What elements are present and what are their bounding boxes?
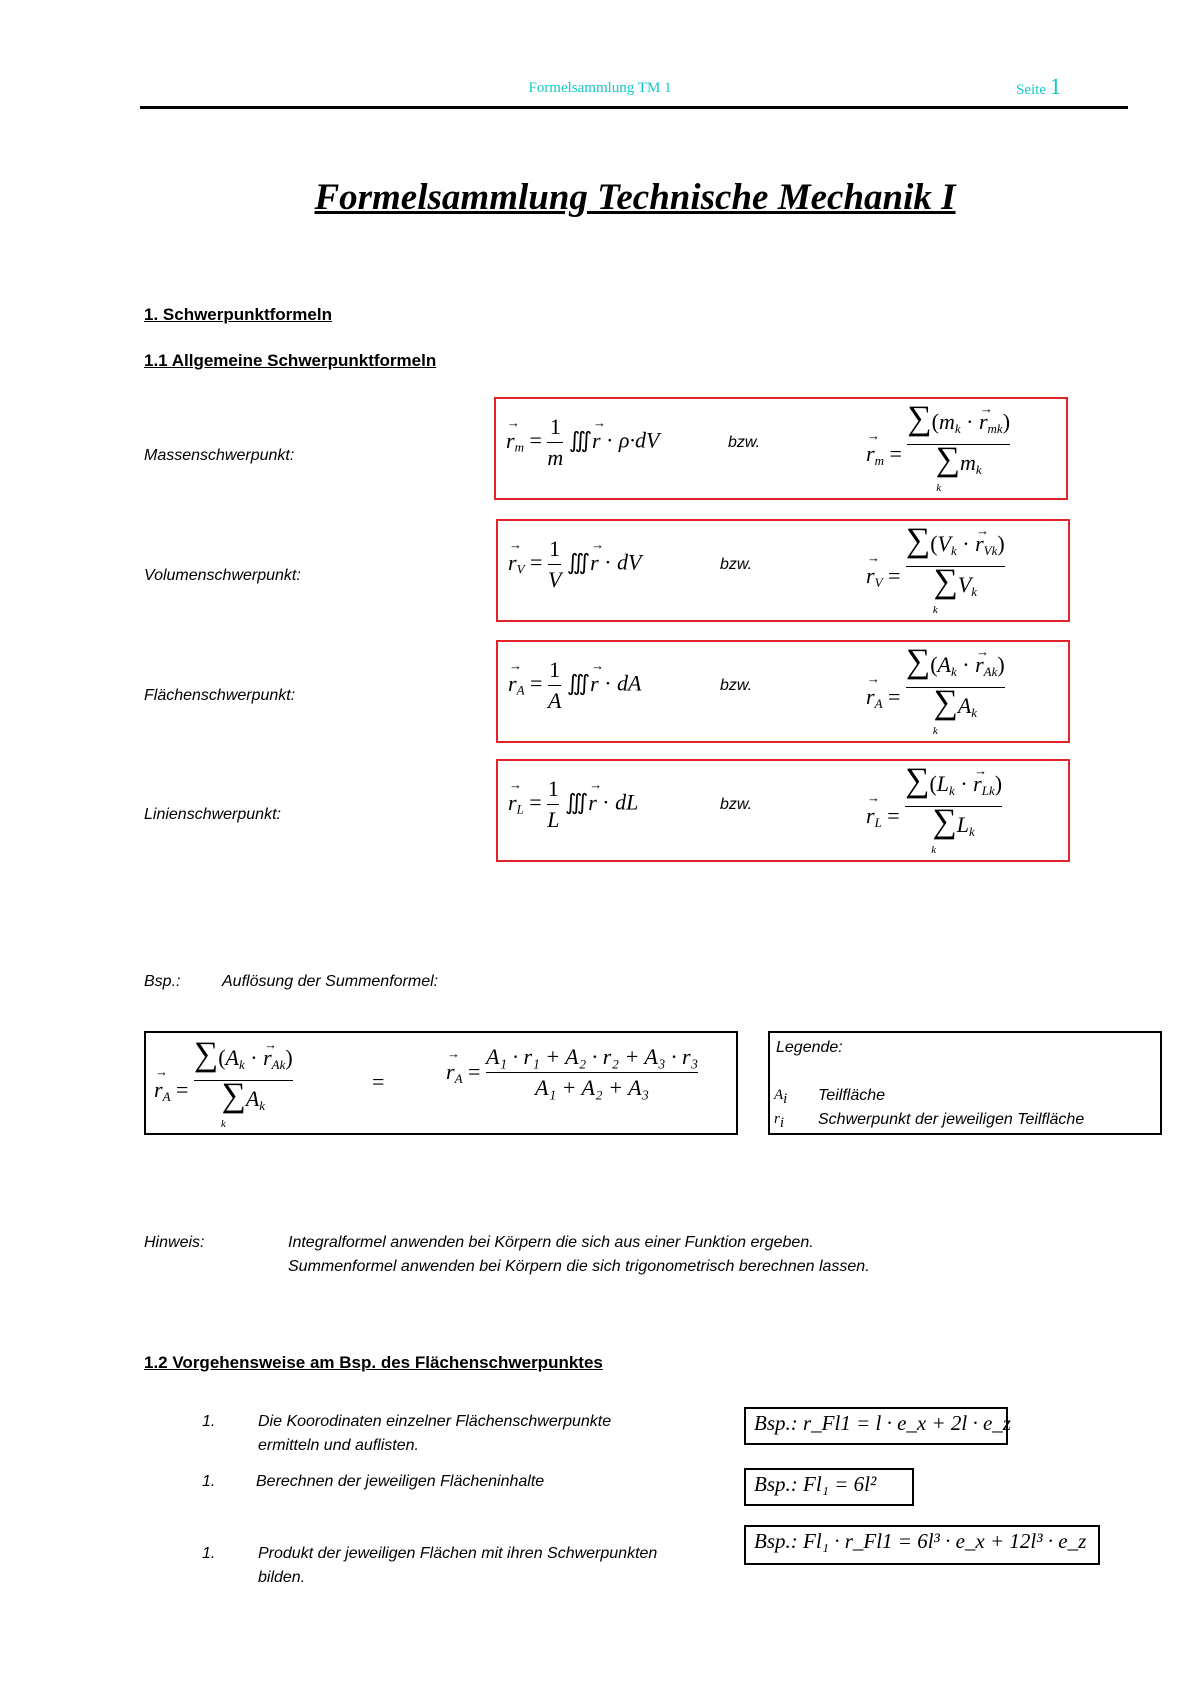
sum-formula-mass: → $r_m$ = $\sum(m_k$ · → $r_{mk}$) $\sum m_k$ k: [866, 405, 1010, 494]
integral-formula-area: → $r_A$ = $\frac{1}{A}$ ∭→ r · dA: [508, 656, 642, 715]
formula-box-mass: [494, 397, 1068, 500]
step-1-example-box: Bsp.: r_Fl1 = l · e_x + 2l · e_z: [744, 1407, 1008, 1445]
header-rule: [140, 106, 1128, 109]
page-number: [1016, 74, 1061, 100]
legend-item-area: Ai: [774, 1087, 788, 1107]
legend-item-centroid: ri: [774, 1111, 785, 1131]
step-3-number: 1.: [202, 1545, 216, 1562]
hint-line-1: Integralformel anwenden bei Körpern die sich aus einer Funktion ergeben.: [288, 1234, 814, 1251]
step-1-text-line-1: Die Koorodinaten einzelner Flächenschwerpunkte: [258, 1413, 612, 1430]
section-heading-1: 1. Schwerpunktformeln: [144, 305, 332, 324]
step-2-example-box: Bsp.: Fl₁ = 6l²: [744, 1468, 914, 1506]
legend-title: Legende:: [776, 1039, 843, 1056]
sum-formula-area: → $r_A$ = $\sum(A_k$ · → $r_{Ak}$) $\sum A_k$ k: [866, 648, 1005, 737]
equals-sign: =: [372, 1069, 385, 1094]
formula-box-line: [496, 759, 1070, 862]
integral-formula-line: → $r_L$ = $\frac{1}{L}$ ∭→ r · dL: [508, 775, 638, 834]
label-mass-centroid: Massenschwerpunkt:: [144, 447, 295, 464]
formula-box-volume: [496, 519, 1070, 622]
formula-box-area: [496, 640, 1070, 743]
running-header-title: Formelsammlung TM 1: [528, 80, 672, 96]
sum-formula-general: → $r_A$ = $\sum(A_k$ · → $r_{Ak}$) $\sum A_k$ k: [154, 1041, 293, 1130]
integral-formula-mass: → $r_m$ = $\frac{1}{m}$ ∭→ r · ρ·dV: [506, 413, 659, 472]
label-area-centroid: Flächenschwerpunkt:: [144, 687, 296, 704]
subsection-heading-1-2: 1.2 Vorgehensweise am Bsp. des Flächenschwerpunktes: [144, 1353, 603, 1372]
hint-label: Hinweis:: [144, 1234, 205, 1251]
step-3-example-box: Bsp.: Fl₁ · r_Fl1 = 6l³ · e_x + 12l³ · e_z: [744, 1525, 1100, 1565]
label-volume-centroid: Volumenschwerpunkt:: [144, 567, 301, 584]
step-2-number: 1.: [202, 1473, 216, 1490]
example-label: Bsp.:: [144, 973, 181, 990]
example-description: Auflösung der Summenformel:: [222, 973, 439, 990]
legend-text-area: Teilfläche: [818, 1087, 886, 1104]
label-line-centroid: Linienschwerpunkt:: [144, 806, 281, 823]
bzw-area: bzw.: [720, 677, 753, 694]
sum-formula-volume: → $r_V$ = $\sum(V_k$ · → $r_{Vk}$) $\sum V_k$ k: [866, 527, 1005, 616]
legend-box: [768, 1031, 1162, 1135]
step-1-number: 1.: [202, 1413, 216, 1430]
sum-formula-line: → $r_L$ = $\sum(L_k$ · → $r_{Lk}$) $\sum L_k$ k: [866, 767, 1002, 856]
sum-formula-expanded: → $r_A$ = $\frac{\text{A₁ · r₁ + A₂ · r₂ + A₃ · r₃}}{\text{A₁ + A₂ + A₃}}$: [446, 1043, 698, 1102]
hint-line-2: Summenformel anwenden bei Körpern die sich trigonometrisch berechnen lassen.: [288, 1258, 870, 1275]
sum-resolution-box: [144, 1031, 738, 1135]
document-title: Formelsammlung Technische Mechanik I: [314, 177, 956, 218]
bzw-mass: bzw.: [728, 434, 761, 451]
bzw-volume: bzw.: [720, 556, 753, 573]
step-3-text-line-1: Produkt der jeweiligen Flächen mit ihren Schwerpunkten: [258, 1545, 658, 1562]
subsection-heading-1-1: 1.1 Allgemeine Schwerpunktformeln: [144, 351, 437, 370]
legend-text-centroid: Schwerpunkt der jeweiligen Teilfläche: [818, 1111, 1085, 1128]
bzw-line: bzw.: [720, 796, 753, 813]
step-3-text-line-2: bilden.: [258, 1569, 306, 1586]
step-1-text-line-2: ermitteln und auflisten.: [258, 1437, 419, 1454]
integral-formula-volume: → $r_V$ = $\frac{1}{V}$ ∭→ r · dV: [508, 535, 642, 594]
step-2-text-line-1: Berechnen der jeweiligen Flächeninhalte: [256, 1473, 545, 1490]
page-label: Seite: [1016, 82, 1046, 98]
page-number-value: 1: [1049, 74, 1062, 99]
